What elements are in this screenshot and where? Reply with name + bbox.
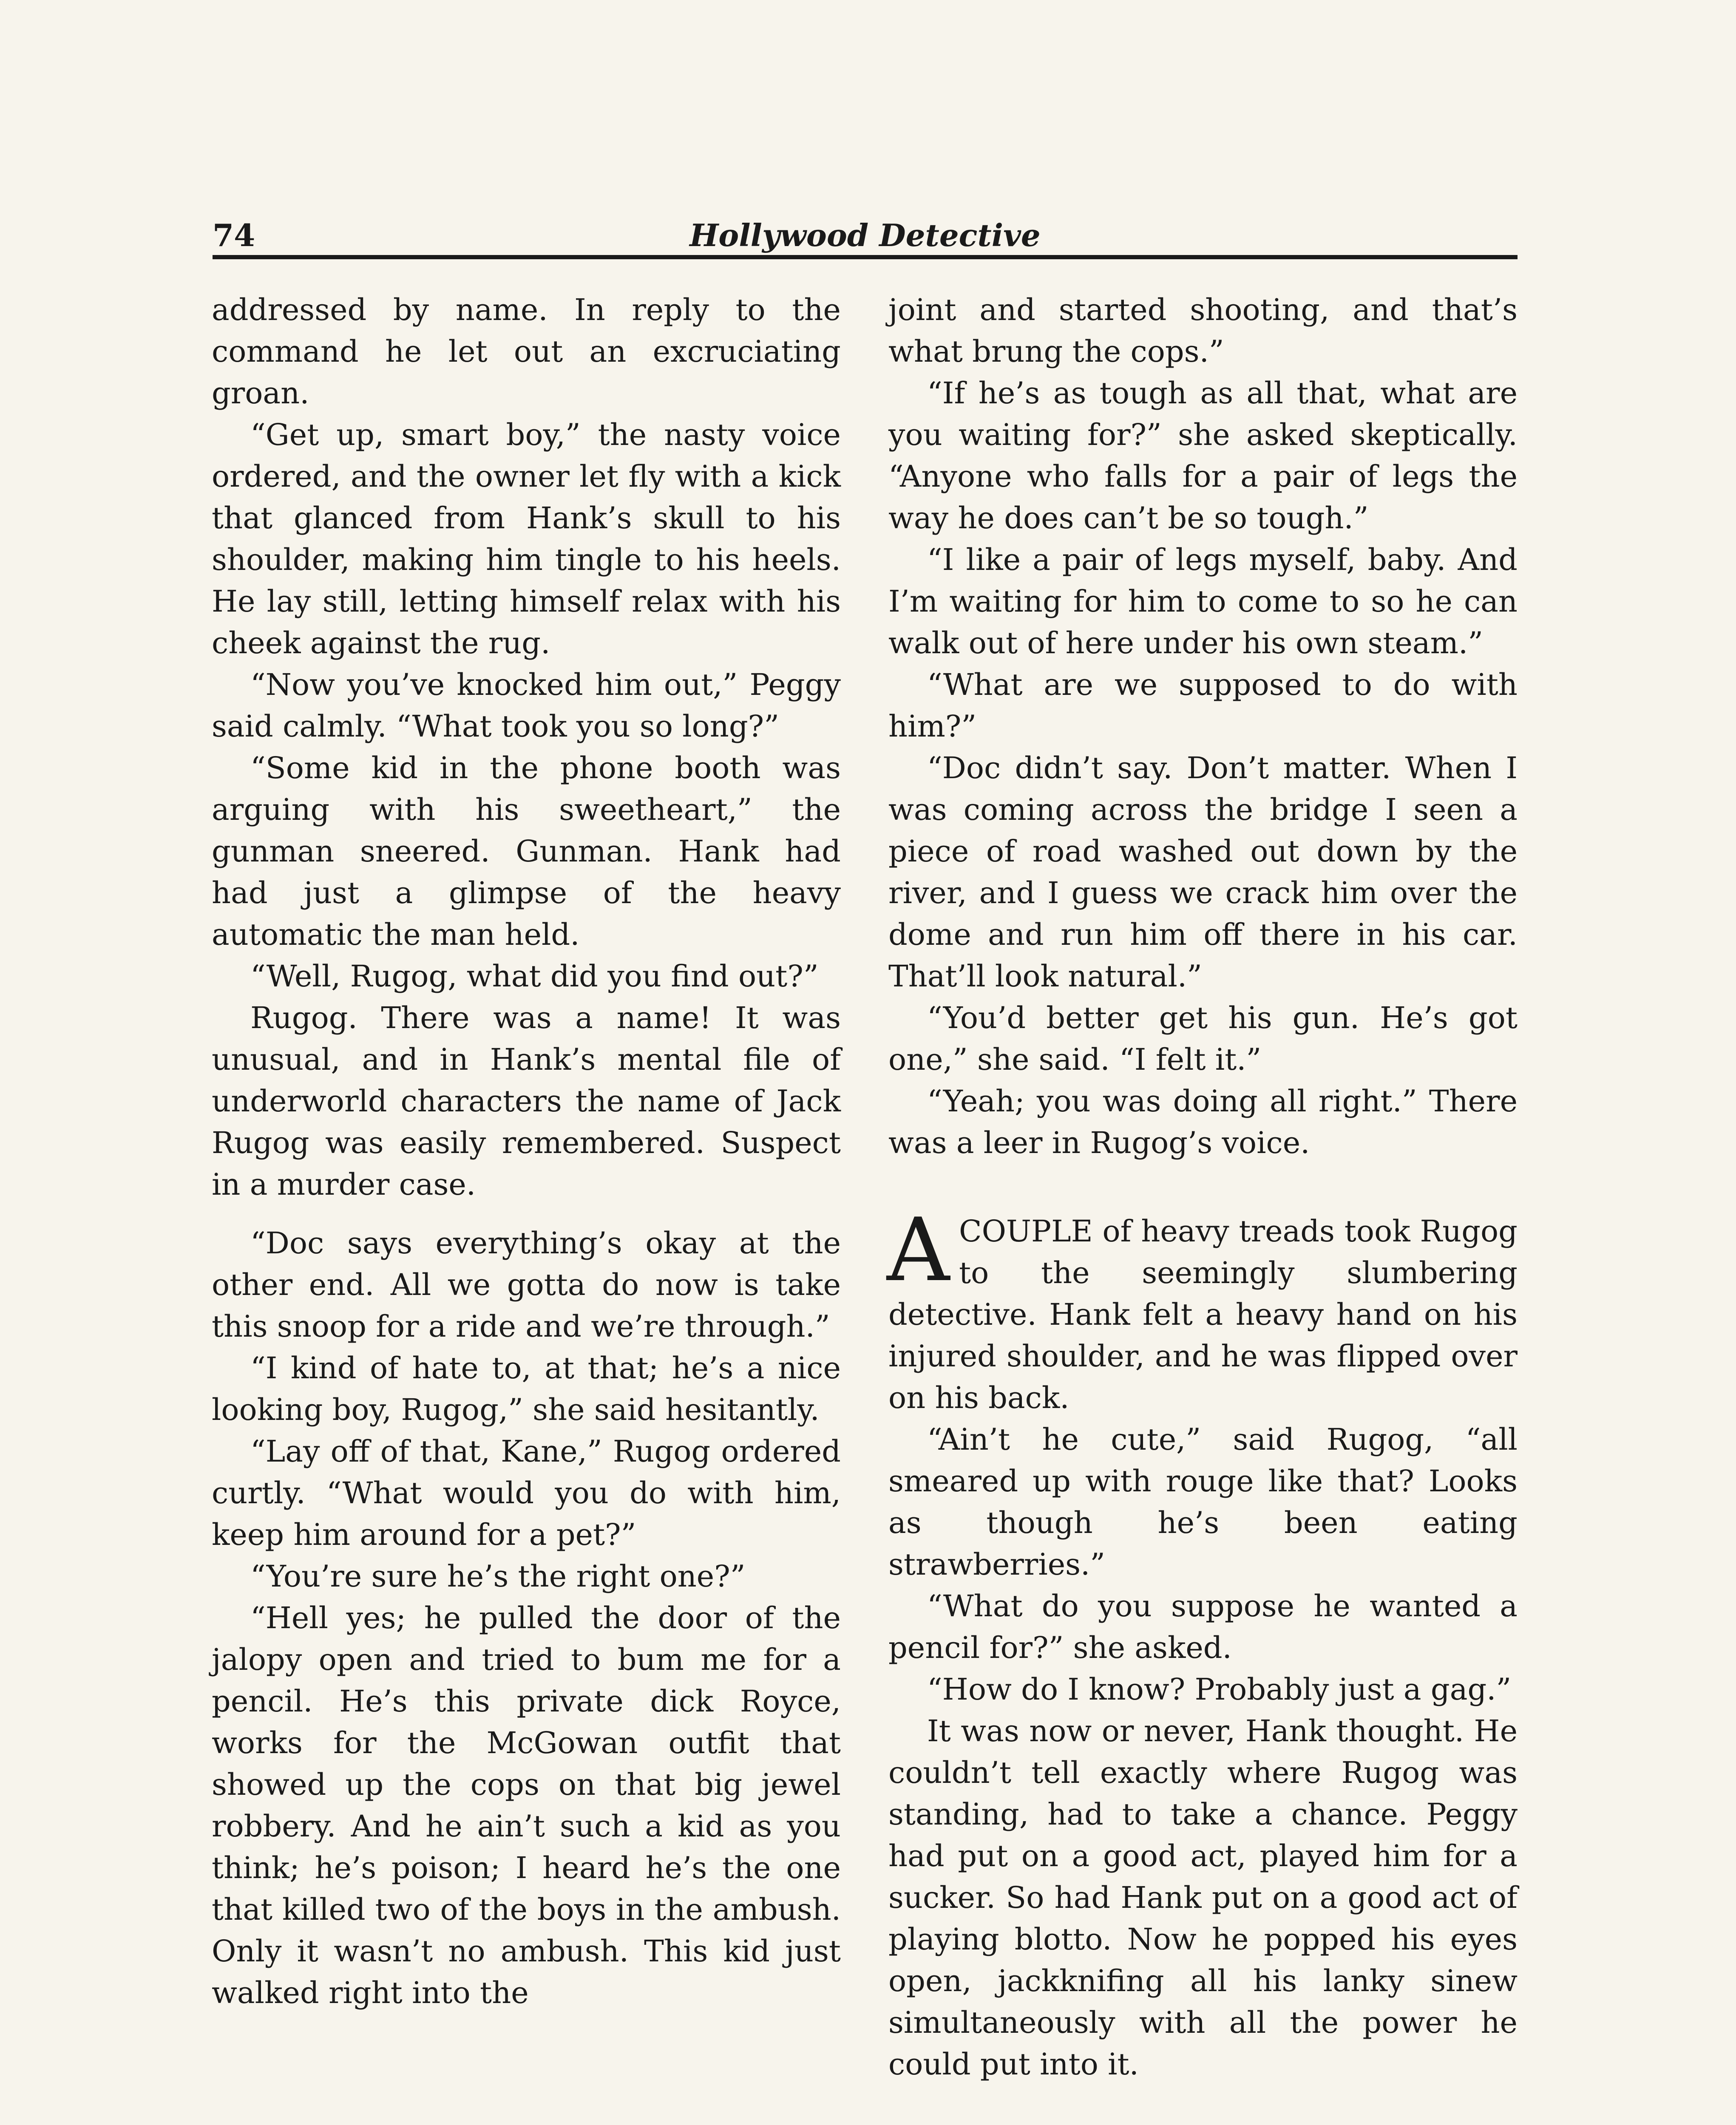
paragraph: addressed by name. In reply to the command he let out an excruciating groan. [212, 292, 841, 411]
page-header [213, 208, 1518, 259]
paragraph: “You’d better get his gun. He’s got one,” she said. “I felt it.” [888, 1000, 1518, 1077]
right-column [888, 289, 1518, 2085]
paragraph: “Well, Rugog, what did you find out?” [250, 959, 819, 994]
paragraph: joint and started shooting, and that’s what brung the cops.” [888, 292, 1518, 369]
paragraph: “Some kid in the phone booth was arguing with his sweetheart,” the gunman sneered. Gunman. Hank had had just a glimpse of the heavy automatic the man held. [212, 751, 841, 952]
paragraph: “You’re sure he’s the right one?” [250, 1559, 746, 1594]
paragraph: “If he’s as tough as all that, what are you waiting for?” she asked skeptically. “Anyone who falls for a pair of legs the way he does can’t be so tough.” [888, 376, 1518, 536]
paragraph: “Ain’t he cute,” said Rugog, “all smeared up with rouge like that? Looks as though he’s been eating strawberries.” [888, 1422, 1518, 1582]
paragraph: “What are we supposed to do with him?” [888, 667, 1518, 744]
header-rule [213, 255, 1518, 259]
paragraph: It was now or never, Hank thought. He couldn’t tell exactly where Rugog was standing, had to take a chance. Peggy had put on a good act, played him for a sucker. So had Hank put on a good act of playing blotto. Now he popped his eyes open, jackknifing all his lanky sinew simultaneously with all the power he could put into it. [888, 1714, 1518, 2082]
page-number: 74 [213, 217, 255, 253]
paragraph: Rugog. There was a name! It was unusual, and in Hank’s mental file of underworld characters the name of Jack Rugog was easily remembered. Suspect in a murder case. [212, 1000, 841, 1202]
section-opening-paragraph [887, 1200, 1518, 1419]
paragraph: “Doc says everything’s okay at the other end. All we gotta do now is take this snoop for a ride and we’re through.” [212, 1226, 841, 1344]
section-opening-text: COUPLE of heavy treads took Rugog to the seemingly slumbering detective. Hank felt a heavy hand on his injured shoulder, and he was flipped over on his back. [888, 1214, 1518, 1415]
paragraph: “How do I know? Probably just a gag.” [927, 1672, 1512, 1707]
paragraph: “Lay off of that, Kane,” Rugog ordered curtly. “What would you do with him, keep him around for a pet?” [212, 1434, 841, 1552]
paragraph: “Yeah; you was doing all right.” There was a leer in Rugog’s voice. [888, 1084, 1518, 1160]
paragraph: “I kind of hate to, at that; he’s a nice looking boy, Rugog,” she said hesitantly. [212, 1351, 841, 1427]
paragraph: “Hell yes; he pulled the door of the jalopy open and tried to bum me for a pencil. He’s this private dick Royce, works for the McGowan outfit that showed up the cops on that big jewel robbery. And he ain’t such a kid as you think; he’s poison; I heard he’s the one that killed two of the boys in the ambush. Only it wasn’t no ambush. This kid just walked right into the [212, 1601, 841, 2010]
paragraph: “Now you’ve knocked him out,” Peggy said calmly. “What took you so long?” [212, 667, 841, 744]
paragraph: “What do you suppose he wanted a pencil for?” she asked. [888, 1589, 1518, 1665]
drop-cap: A [887, 1200, 950, 1301]
left-column [212, 289, 841, 2014]
paragraph: “Doc didn’t say. Don’t matter. When I was coming across the bridge I seen a piece of road washed out down by the river, and I guess we crack him over the dome and run him off there in his car. That’ll look natural.” [888, 751, 1518, 994]
paragraph: “I like a pair of legs myself, baby. And I’m waiting for him to come to so he can walk out of here under his own steam.” [888, 542, 1518, 660]
running-title: Hollywood Detective [689, 217, 1041, 253]
paragraph: “Get up, smart boy,” the nasty voice ordered, and the owner let fly with a kick that glanced from Hank’s skull to his shoulder, making him tingle to his heels. He lay still, letting himself relax with his cheek against the rug. [212, 417, 841, 660]
